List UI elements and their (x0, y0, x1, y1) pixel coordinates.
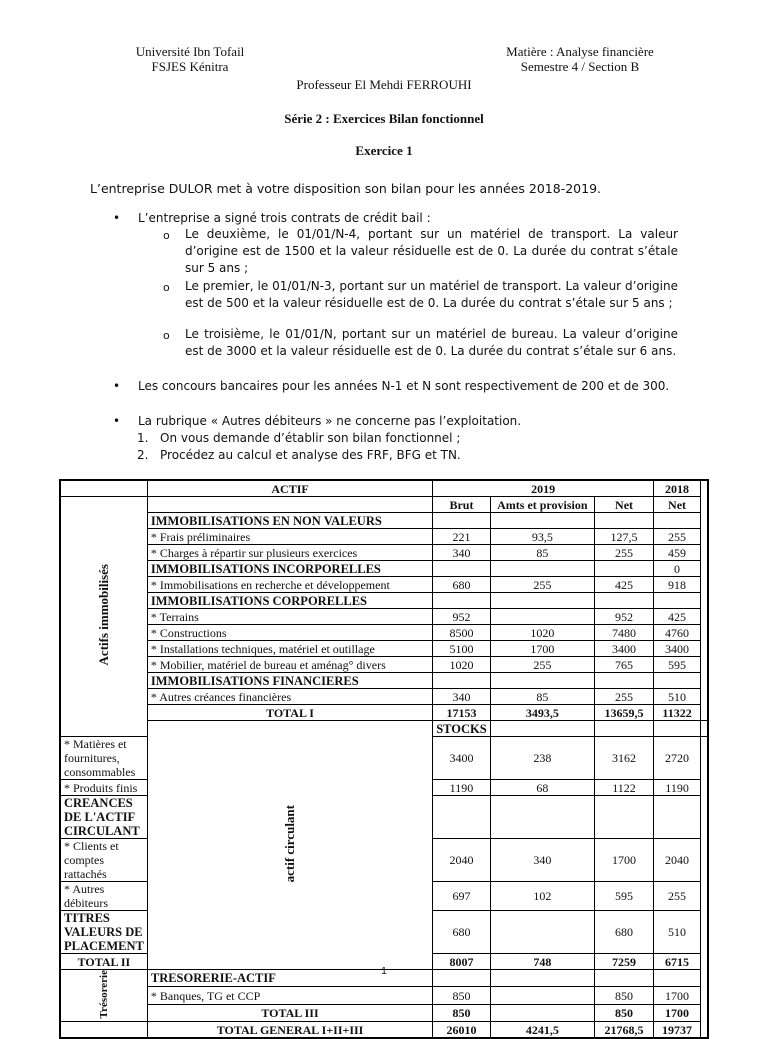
header-left (100, 44, 280, 74)
row-label: * Clients et comptes rattachés (60, 839, 147, 882)
row-label: * Autres créances financières (147, 689, 432, 705)
table-header-row (60, 480, 708, 497)
side-label-tresorerie: Trésorerie (60, 970, 147, 1022)
table-row: * Installations techniques, matériel et outillage 5100 1700 3400 3400 (60, 641, 708, 657)
sub-bullet-contract-2: Le deuxième, le 01/01/N-4, portant sur un matériel de transport. La valeur d’origine est de 1500 et la valeur résiduelle est de 0. La durée du contrat s’étale sur 5 ans ; (185, 227, 678, 275)
bullet-credit-bail: L’entreprise a signé trois contrats de crédit bail : (138, 211, 431, 225)
faculty-name: FSJES Kénitra (151, 59, 229, 74)
total-general-label: TOTAL GENERAL I+II+III (147, 1022, 432, 1039)
circle-bullet-icon: o (163, 281, 170, 294)
total-iii-label: TOTAL III (147, 1004, 432, 1021)
section-row (60, 673, 708, 689)
list-number-2: 2. (137, 448, 149, 462)
table-row: * Terrains 952 952 425 (60, 609, 708, 625)
table-row: * Clients et comptes rattachés 2040 340 1700 2040 (60, 839, 708, 882)
table-row: * Autres débiteurs 697 102 595 255 (60, 882, 708, 911)
row-label: * Autres débiteurs (60, 882, 147, 911)
table-row: * Charges à répartir sur plusieurs exercices 340 85 255 459 (60, 545, 708, 561)
semester-info: Semestre 4 / Section B (520, 59, 640, 74)
side-label-circulant: actif circulant (147, 721, 432, 970)
table-row: * Constructions 8500 1020 7480 4760 (60, 625, 708, 641)
row-label: * Matières et fournitures, consommables (60, 737, 147, 780)
section-tresorerie: TRESORERIE-ACTIF (147, 970, 432, 987)
section-row: IMMOBILISATIONS INCORPORELLES 0 (60, 561, 708, 577)
sub-bullet-contract-1: Le premier, le 01/01/N-3, portant sur un matériel de transport. La valeur d’origine est de 500 et la valeur résiduelle est de 0. La durée du contrat s’étale sur 5 ans ; (185, 279, 678, 310)
section-non-valeurs: IMMOBILISATIONS EN NON VALEURS (147, 513, 432, 529)
total-row: TOTAL III 850 850 1700 (60, 1004, 708, 1021)
section-incorporelles: IMMOBILISATIONS INCORPORELLES (147, 561, 432, 577)
table-subheader-row (60, 497, 708, 513)
header-net: Net (594, 497, 653, 513)
professor-name: Professeur El Mehdi FERROUHI (296, 77, 472, 92)
section-creances: CREANCES DE L'ACTIF CIRCULANT (60, 796, 147, 839)
bullet-icon: • (113, 379, 121, 393)
series-title: Série 2 : Exercices Bilan fonctionnel (284, 111, 484, 126)
bullet-icon: • (113, 211, 121, 225)
section-row (60, 593, 708, 609)
table-row: * Autres créances financières 340 85 255 510 (60, 689, 708, 705)
header-right (470, 44, 690, 74)
table-row: * Produits finis 1190 68 1122 1190 (60, 780, 708, 796)
section-corporelles: IMMOBILISATIONS CORPORELLES (147, 593, 432, 609)
list-number-1: 1. (137, 431, 149, 445)
side-label-immobilises: Actifs immobilisés (60, 497, 147, 737)
section-row (60, 721, 708, 737)
question-2: Procédez au calcul et analyse des FRF, BFG et TN. (160, 448, 461, 462)
bullet-autres-debiteurs: La rubrique « Autres débiteurs » ne concerne pas l’exploitation. (138, 414, 522, 428)
total-row: TOTAL II 8007 748 7259 6715 (60, 954, 708, 970)
row-label: * Constructions (147, 625, 432, 641)
row-label: * Produits finis (60, 780, 147, 796)
sub-bullet-contract-3: Le troisième, le 01/01/N, portant sur un matériel de bureau. La valeur d’origine est de 3000 et la valeur résiduelle est de 0. La durée du contrat s’étale sur 6 ans. (185, 327, 678, 358)
row-label: * Frais préliminaires (147, 529, 432, 545)
total-i-label: TOTAL I (147, 705, 432, 721)
section-stocks: STOCKS (433, 721, 491, 737)
row-label: * Terrains (147, 609, 432, 625)
subject-name: Matière : Analyse financière (506, 44, 654, 59)
row-label: * Charges à répartir sur plusieurs exercices (147, 545, 432, 561)
table-row: * Mobilier, matériel de bureau et aménag° divers 1020 255 765 595 (60, 657, 708, 673)
table-row: * Frais préliminaires 221 93,5 127,5 255 (60, 529, 708, 545)
circle-bullet-icon: o (163, 229, 170, 242)
section-tvp: TITRES VALEURS DE PLACEMENT (60, 911, 147, 954)
page-number: 1 (381, 966, 387, 977)
header-2019: 2019 (433, 480, 654, 497)
section-row (60, 513, 708, 529)
table-row: * Banques, TG et CCP 850 850 1700 (60, 987, 708, 1004)
table-row: * Immobilisations en recherche et développement 680 255 425 918 (60, 577, 708, 593)
balance-sheet-table (59, 479, 709, 1039)
total-row: TOTAL I 17153 3493,5 13659,5 11322 (60, 705, 708, 721)
header-actif: ACTIF (147, 480, 432, 497)
row-label: * Installations techniques, matériel et outillage (147, 641, 432, 657)
university-name: Université Ibn Tofail (135, 44, 245, 59)
row-label: * Immobilisations en recherche et développement (147, 577, 432, 593)
table-row: TITRES VALEURS DE PLACEMENT 680 680 510 (60, 911, 708, 954)
header-net-2018: Net (654, 497, 701, 513)
exercise-title: Exercice 1 (355, 143, 413, 158)
header-brut: Brut (433, 497, 491, 513)
header-amts: Amts et provision (490, 497, 594, 513)
row-label: * Mobilier, matériel de bureau et aménag° divers (147, 657, 432, 673)
row-label: * Banques, TG et CCP (147, 987, 432, 1004)
header-2018: 2018 (654, 480, 701, 497)
circle-bullet-icon: o (163, 329, 170, 342)
question-1: On vous demande d’établir son bilan fonctionnel ; (160, 431, 461, 445)
bullet-icon: • (113, 414, 121, 428)
bullet-concours: Les concours bancaires pour les années N-1 et N sont respectivement de 200 et de 300. (138, 379, 670, 393)
intro-paragraph: L’entreprise DULOR met à votre disposition son bilan pour les années 2018-2019. (90, 181, 602, 196)
section-financieres: IMMOBILISATIONS FINANCIERES (147, 673, 432, 689)
table-row: * Matières et fournitures, consommables 3400 238 3162 2720 (60, 737, 708, 780)
grand-total-row: TOTAL GENERAL I+II+III 26010 4241,5 21768,5 19737 (60, 1022, 708, 1039)
total-ii-label: TOTAL II (60, 954, 147, 970)
